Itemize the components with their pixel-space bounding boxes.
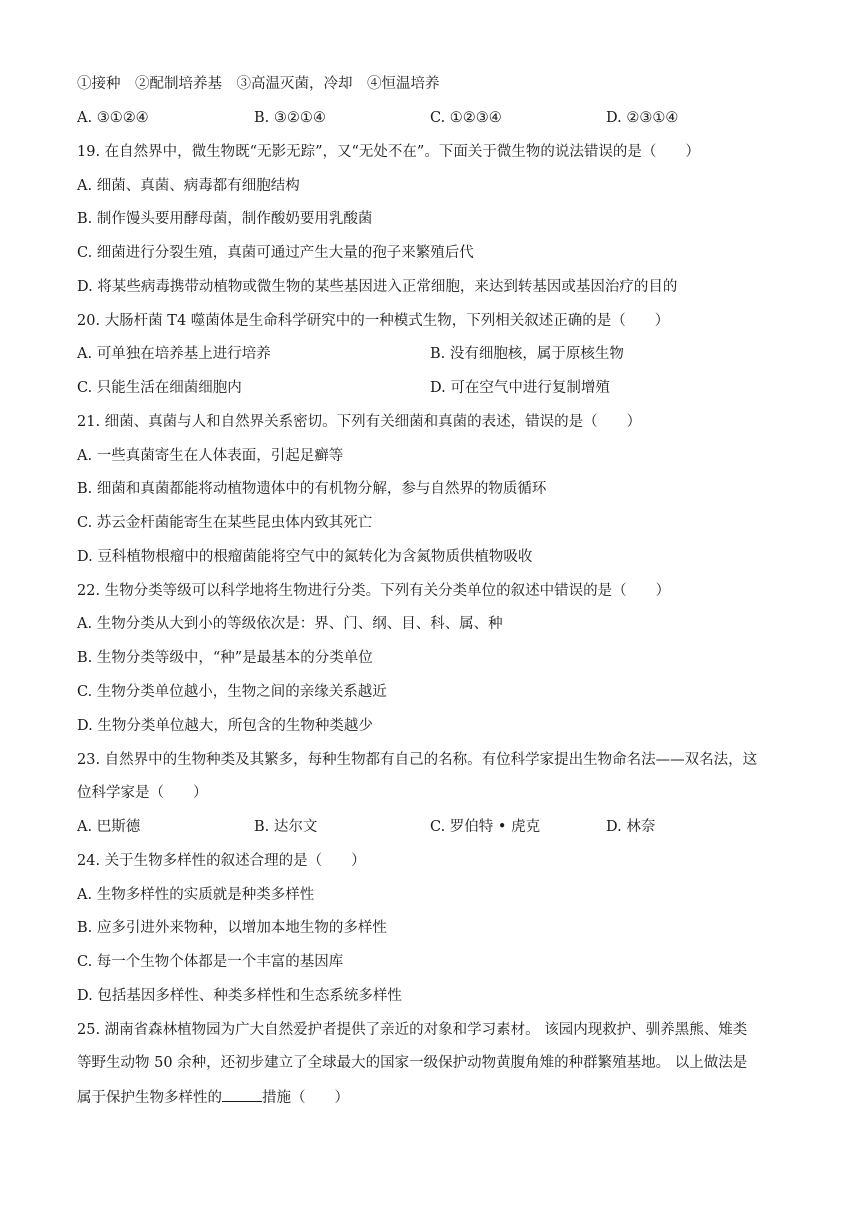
q23-stem-line2: 位科学家是（ ） (77, 785, 208, 801)
q24-option-c: C. 每一个生物个体都是一个丰富的基因库 (77, 954, 344, 970)
q23-option-c: C. 罗伯特 • 虎克 (430, 819, 541, 835)
q20-option-a: A. 可单独在培养基上进行培养 (77, 346, 271, 362)
q23-option-a: A. 巴斯德 (77, 819, 141, 835)
q21-stem: 21. 细菌、真菌与人和自然界关系密切。下列有关细菌和真菌的表述，错误的是（ ） (77, 414, 642, 430)
q25-line3-after: 措施（ ） (262, 1090, 349, 1106)
q22-option-c: C. 生物分类单位越小，生物之间的亲缘关系越近 (77, 684, 387, 700)
q25-stem-line3 (77, 1087, 349, 1108)
q25-line3-before: 属于保护生物多样性的 (77, 1090, 222, 1106)
q21-option-d: D. 豆科植物根瘤中的根瘤菌能将空气中的氮转化为含氮物质供植物吸收 (77, 549, 533, 565)
q25-stem-line2: 等野生动物 50 余种，还初步建立了全球最大的国家一级保护动物黄腹角雉的种群繁殖基地。 以上做法是 (77, 1055, 748, 1071)
q22-option-d: D. 生物分类单位越大，所包含的生物种类越少 (77, 718, 373, 734)
q18-option-b: B. ③②①④ (254, 110, 326, 126)
q21-option-a: A. 一些真菌寄生在人体表面，引起足癣等 (77, 448, 344, 464)
q24-option-b: B. 应多引进外来物种，以增加本地生物的多样性 (77, 920, 387, 936)
q24-stem: 24. 关于生物多样性的叙述合理的是（ ） (77, 853, 366, 869)
q23-option-d: D. 林奈 (606, 819, 656, 835)
q24-option-a: A. 生物多样性的实质就是种类多样性 (77, 887, 315, 903)
q19-stem: 19. 在自然界中，微生物既“无影无踪”，又“无处不在”。下面关于微生物的说法错误的是（ ） (77, 144, 700, 160)
q24-option-d: D. 包括基因多样性、种类多样性和生态系统多样性 (77, 988, 402, 1004)
q22-option-a: A. 生物分类从大到小的等级依次是：界、门、纲、目、科、属、种 (77, 616, 503, 632)
q20-option-b: B. 没有细胞核，属于原核生物 (430, 346, 624, 362)
q18-steps: ①接种 ②配制培养基 ③高温灭菌，冷却 ④恒温培养 (77, 76, 440, 92)
q22-stem: 22. 生物分类等级可以科学地将生物进行分类。下列有关分类单位的叙述中错误的是（ ） (77, 583, 671, 599)
q22-option-b: B. 生物分类等级中，“种”是最基本的分类单位 (77, 650, 373, 666)
q18-option-a: A. ③①②④ (77, 110, 149, 126)
fill-in-blank (222, 1087, 262, 1102)
q18-option-d: D. ②③①④ (606, 110, 679, 126)
q19-option-a: A. 细菌、真菌、病毒都有细胞结构 (77, 178, 300, 194)
q23-stem-line1: 23. 自然界中的生物种类及其繁多，每种生物都有自己的名称。有位科学家提出生物命名法——双名法，这 (77, 752, 758, 768)
q19-option-d: D. 将某些病毒携带动植物或微生物的某些基因进入正常细胞，来达到转基因或基因治疗的目的 (77, 279, 678, 295)
q20-option-d: D. 可在空气中进行复制增殖 (430, 380, 610, 396)
q18-option-c: C. ①②③④ (430, 110, 502, 126)
q21-option-c: C. 苏云金杆菌能寄生在某些昆虫体内致其死亡 (77, 515, 373, 531)
q20-stem: 20. 大肠杆菌 T4 噬菌体是生命科学研究中的一种模式生物，下列相关叙述正确的是（ ） (77, 313, 670, 329)
q19-option-b: B. 制作馒头要用酵母菌，制作酸奶要用乳酸菌 (77, 211, 373, 227)
q19-option-c: C. 细菌进行分裂生殖，真菌可通过产生大量的孢子来繁殖后代 (77, 245, 474, 261)
q21-option-b: B. 细菌和真菌都能将动植物遗体中的有机物分解，参与自然界的物质循环 (77, 481, 547, 497)
q23-option-b: B. 达尔文 (254, 819, 318, 835)
q20-option-c: C. 只能生活在细菌细胞内 (77, 380, 242, 396)
q25-stem-line1: 25. 湖南省森林植物园为广大自然爱护者提供了亲近的对象和学习素材。 该园内现救护、驯养黑熊、雉类 (77, 1022, 748, 1038)
